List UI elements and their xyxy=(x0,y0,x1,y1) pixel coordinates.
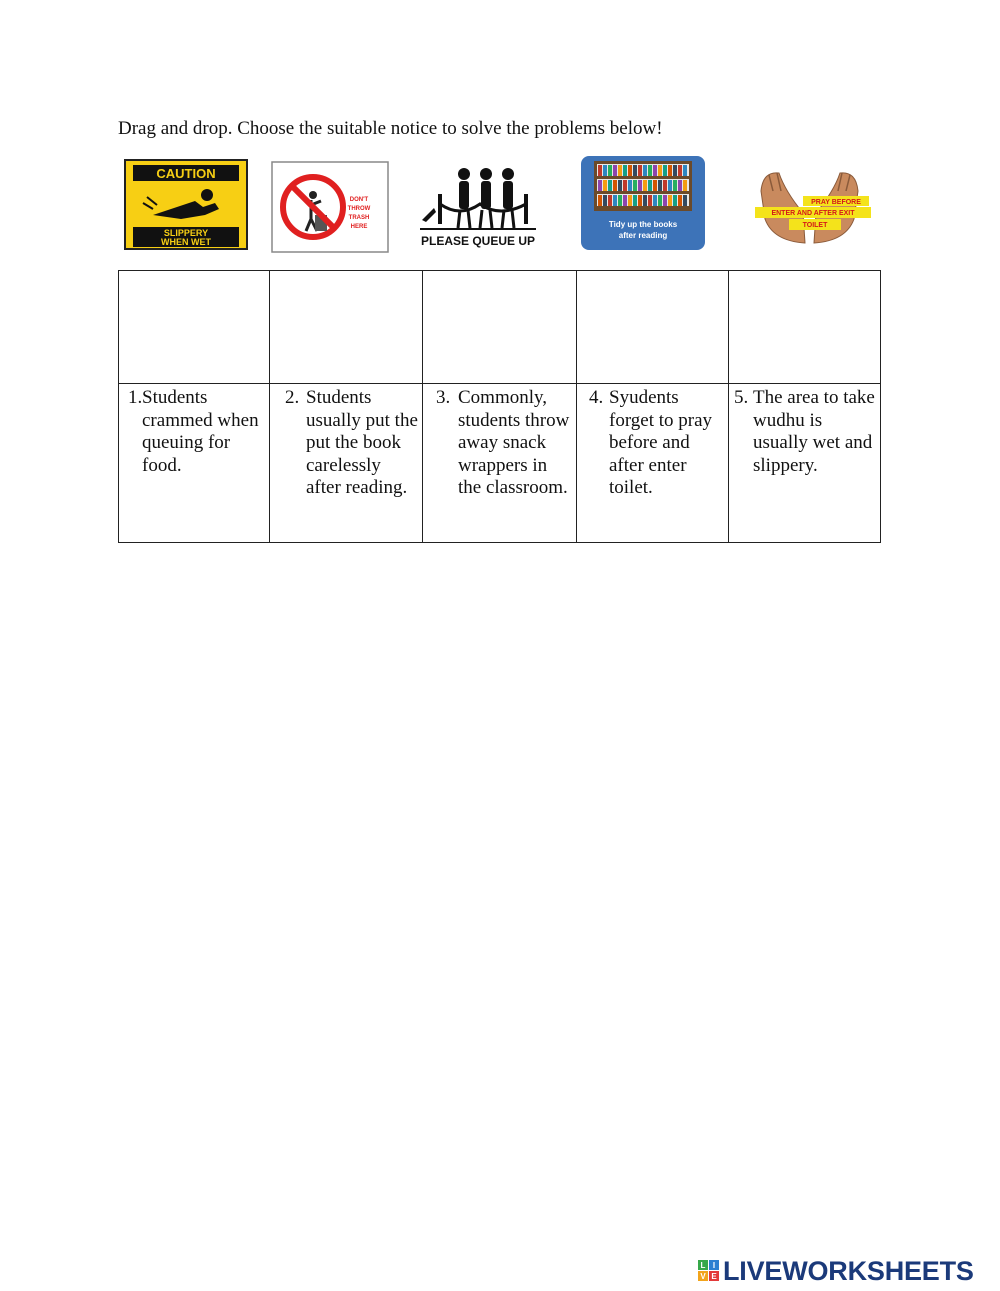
pray-sign-graphic xyxy=(743,161,876,253)
book-spine xyxy=(658,180,662,191)
problem-cell-5 xyxy=(729,384,881,543)
book-spine xyxy=(598,165,602,176)
book-spine xyxy=(648,195,652,206)
book-spine xyxy=(603,195,607,206)
book-spine xyxy=(608,180,612,191)
problem-text: The area to take wudhu is usually wet and slippery. xyxy=(753,387,875,476)
book-spine xyxy=(638,180,642,191)
book-spine xyxy=(628,195,632,206)
book-spine xyxy=(618,195,622,206)
drop-zone-2[interactable] xyxy=(270,271,423,384)
drop-zone-row xyxy=(119,271,881,384)
problem-cell-2 xyxy=(270,384,423,543)
book-spine xyxy=(628,165,632,176)
book-spine xyxy=(663,165,667,176)
after-reading-label: after reading xyxy=(618,231,668,240)
queue-sign-graphic xyxy=(414,158,542,252)
badge-letter: L xyxy=(700,1261,706,1270)
book-spine xyxy=(643,165,647,176)
book-spine xyxy=(628,180,632,191)
book-spine xyxy=(658,165,662,176)
drop-zone-1[interactable] xyxy=(119,271,270,384)
book-spine xyxy=(663,195,667,206)
book-spine xyxy=(673,195,677,206)
problem-number: 1. xyxy=(128,387,143,408)
book-spine xyxy=(653,180,657,191)
caution-label: CAUTION xyxy=(156,166,216,181)
drop-zone-3[interactable] xyxy=(423,271,577,384)
here-label: HERE xyxy=(350,224,368,230)
enter-exit-label: ENTER AND AFTER EXIT xyxy=(771,210,855,217)
book-spine xyxy=(648,165,652,176)
problem-cell-3 xyxy=(423,384,577,543)
problem-number: 4. xyxy=(589,387,604,408)
pray-before-label: PRAY BEFORE xyxy=(811,199,861,206)
throw-label: THROW xyxy=(347,206,371,212)
book-spine xyxy=(598,195,602,206)
tidy-label: Tidy up the books xyxy=(608,220,678,229)
notice-tidy-books[interactable] xyxy=(580,155,706,251)
book-spine xyxy=(623,165,627,176)
book-spine xyxy=(678,165,682,176)
book-spine xyxy=(668,180,672,191)
book-spine xyxy=(638,165,642,176)
book-spine xyxy=(643,195,647,206)
badge-letter: V xyxy=(700,1272,706,1281)
problem-row xyxy=(119,384,881,543)
badge-letter: E xyxy=(711,1272,717,1281)
book-spine xyxy=(673,180,677,191)
trash-label: TRASH xyxy=(348,215,370,221)
drop-zone-4[interactable] xyxy=(577,271,729,384)
book-spine xyxy=(653,195,657,206)
book-spine xyxy=(653,165,657,176)
problem-text: Commonly, students throw away snack wrappers in the classroom. xyxy=(458,387,570,498)
problem-text: Syudents forget to pray before and after enter toilet. xyxy=(609,387,713,498)
book-spine xyxy=(623,195,627,206)
drop-zone-5[interactable] xyxy=(729,271,881,384)
tidy-books-sign-graphic xyxy=(580,155,706,251)
liveworksheets-logo[interactable] xyxy=(698,1255,974,1287)
book-spine xyxy=(668,195,672,206)
book-spine xyxy=(633,180,637,191)
problem-number: 3. xyxy=(436,387,451,408)
badge-letter: I xyxy=(712,1261,716,1270)
book-spine xyxy=(683,180,687,191)
when-wet-label: WHEN WET xyxy=(161,237,211,247)
book-spine xyxy=(608,195,612,206)
problem-number: 5. xyxy=(734,387,749,408)
book-spine xyxy=(683,195,687,206)
liveworksheets-badge-icon xyxy=(698,1260,720,1282)
book-spine xyxy=(603,165,607,176)
problem-number: 2. xyxy=(285,387,300,408)
book-spine xyxy=(683,165,687,176)
book-spine xyxy=(618,165,622,176)
book-spine xyxy=(673,165,677,176)
book-spine xyxy=(658,195,662,206)
notice-pray-before-toilet[interactable] xyxy=(743,161,876,253)
book-spine xyxy=(603,180,607,191)
book-spine xyxy=(663,180,667,191)
dont-label: DON'T xyxy=(349,197,369,203)
problems-table xyxy=(118,270,881,543)
book-spine xyxy=(613,195,617,206)
problem-text: Students usually put the put the book carelessly after reading. xyxy=(306,387,418,498)
problem-text: Students crammed when queuing for food. xyxy=(142,387,259,476)
book-spine xyxy=(623,180,627,191)
toilet-label: TOILET xyxy=(802,222,828,229)
problem-cell-4 xyxy=(577,384,729,543)
notice-caution-slippery[interactable] xyxy=(123,157,249,251)
book-spine xyxy=(613,165,617,176)
book-spine xyxy=(638,195,642,206)
slippery-label: SLIPPERY xyxy=(163,228,209,238)
book-spine xyxy=(633,165,637,176)
book-spine xyxy=(648,180,652,191)
book-spine xyxy=(643,180,647,191)
book-spine xyxy=(598,180,602,191)
please-queue-up-label: PLEASE QUEUE UP xyxy=(420,234,536,248)
notice-no-trash[interactable] xyxy=(271,161,389,253)
book-spine xyxy=(633,195,637,206)
problem-cell-1 xyxy=(119,384,270,543)
book-spine xyxy=(678,180,682,191)
book-spine xyxy=(613,180,617,191)
book-spine xyxy=(618,180,622,191)
book-spine xyxy=(678,195,682,206)
no-trash-sign-graphic xyxy=(271,161,389,253)
notice-please-queue-up[interactable] xyxy=(414,158,542,252)
book-spine xyxy=(668,165,672,176)
book-spine xyxy=(608,165,612,176)
instruction-text: Drag and drop. Choose the suitable notice to solve the problems below! xyxy=(118,118,663,139)
caution-sign-graphic xyxy=(123,157,249,251)
logo-text: LIVEWORKSHEETS xyxy=(723,1255,974,1286)
